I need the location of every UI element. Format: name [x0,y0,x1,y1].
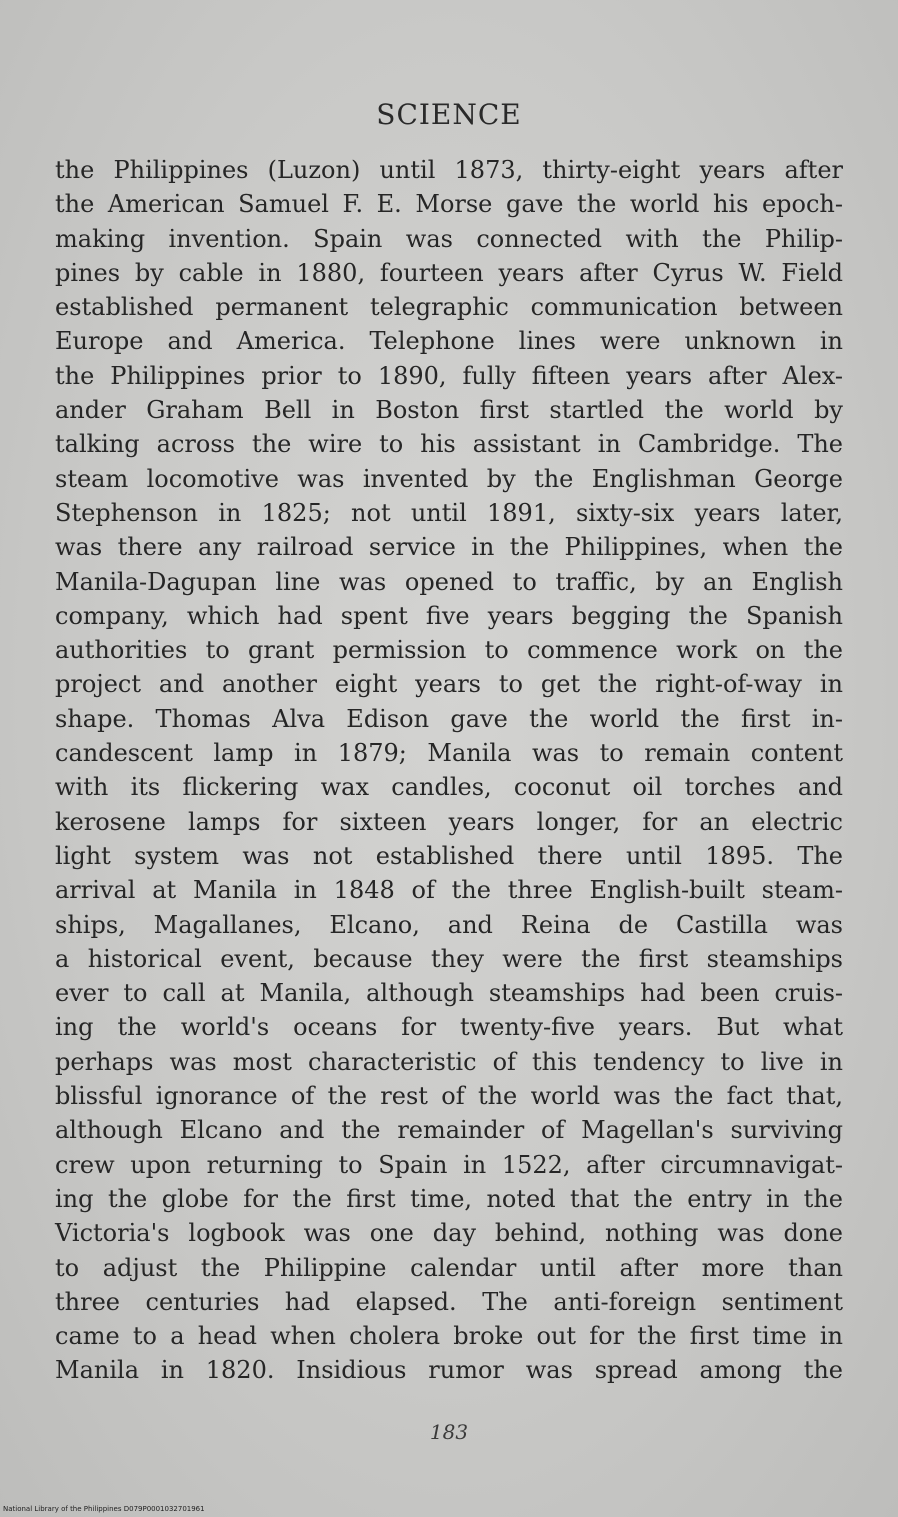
text-line: Manila-Dagupan line was opened to traffic, by an English [55,567,843,596]
running-head: SCIENCE [376,98,522,131]
text-line: shape. Thomas Alva Edison gave the world the first in- [55,704,843,733]
text-line: blissful ignorance of the rest of the world was the fact that, [55,1082,843,1111]
text-line: light system was not established there until 1895. The [55,841,843,870]
text-line: was there any railroad service in the Philippines, when the [55,533,843,562]
text-line: talking across the wire to his assistant in Cambridge. The [55,430,843,459]
text-line: steam locomotive was invented by the Englishman George [55,464,843,493]
text-line: Manila in 1820. Insidious rumor was spread among the [55,1356,843,1385]
text-line: the American Samuel F. E. Morse gave the world his epoch- [55,190,843,219]
text-line: ing the globe for the first time, noted that the entry in the [55,1184,843,1213]
scan-credit: National Library of the Philippines D079P0001032701961 [3,1505,205,1513]
text-line: company, which had spent five years begging the Spanish [55,601,843,630]
body-text [55,153,843,1388]
text-line: the Philippines prior to 1890, fully fifteen years after Alex- [55,361,843,390]
text-line: crew upon returning to Spain in 1522, after circumnavigat- [55,1150,843,1179]
text-line: ing the world's oceans for twenty-five years. But what [55,1013,843,1042]
text-line: perhaps was most characteristic of this tendency to live in [55,1047,843,1076]
text-line: candescent lamp in 1879; Manila was to remain content [55,739,843,768]
text-line: to adjust the Philippine calendar until after more than [55,1253,843,1282]
text-line: making invention. Spain was connected with the Philip- [55,224,843,253]
text-line: three centuries had elapsed. The anti-foreign sentiment [55,1287,843,1316]
text-line: authorities to grant permission to commence work on the [55,636,843,665]
text-line: with its flickering wax candles, coconut oil torches and [55,773,843,802]
text-line: arrival at Manila in 1848 of the three English-built steam- [55,876,843,905]
text-line: Stephenson in 1825; not until 1891, sixty-six years later, [55,498,843,527]
text-line: ships, Magallanes, Elcano, and Reina de Castilla was [55,910,843,939]
text-line: ever to call at Manila, although steamships had been cruis- [55,979,843,1008]
text-line: Europe and America. Telephone lines were unknown in [55,327,843,356]
text-line: although Elcano and the remainder of Magellan's surviving [55,1116,843,1145]
text-line: the Philippines (Luzon) until 1873, thirty-eight years after [55,156,843,184]
text-line: came to a head when cholera broke out for the first time in [55,1322,843,1351]
text-line: ander Graham Bell in Boston first startled the world by [55,396,843,425]
text-line: a historical event, because they were the first steamships [55,944,843,973]
text-line: established permanent telegraphic communication between [55,293,843,322]
text-line: Victoria's logbook was one day behind, nothing was done [55,1219,843,1248]
text-line: project and another eight years to get the right-of-way in [55,670,843,699]
text-line: kerosene lamps for sixteen years longer, for an electric [55,807,843,836]
text-line: pines by cable in 1880, fourteen years after Cyrus W. Field [55,258,843,287]
page-number: 183 [429,1420,469,1444]
